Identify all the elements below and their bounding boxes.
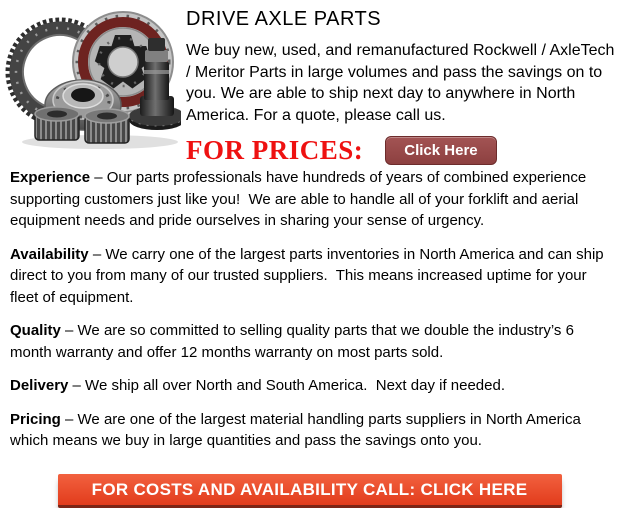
prices-row	[186, 135, 616, 166]
sections-content	[0, 163, 619, 452]
section-experience	[10, 167, 611, 232]
section-availability	[10, 244, 611, 309]
click-here-button[interactable]: Click Here	[385, 136, 496, 165]
section-quality	[10, 320, 611, 363]
section-quality-label: Quality	[10, 322, 61, 339]
drive-axle-parts-photo	[5, 2, 181, 150]
section-pricing-text: – We are one of the largest material handling parts suppliers in North America which means we buy in large quantities and pass the savings onto you.	[10, 410, 586, 449]
section-availability-label: Availability	[10, 245, 89, 263]
section-delivery-label: Delivery	[10, 377, 69, 394]
section-pricing-label: Pricing	[10, 410, 61, 428]
hero-text-block	[186, 8, 616, 166]
costs-availability-banner[interactable]: FOR COSTS AND AVAILABILITY CALL: CLICK HERE	[58, 474, 562, 508]
section-availability-text: – We carry one of the largest parts inventories in North America and can ship direct to you from many of our trusted suppliers. This means increased uptime for your fleet of equipment.	[10, 245, 608, 306]
section-experience-label: Experience	[10, 169, 91, 186]
page-title: DRIVE AXLE PARTS	[186, 8, 382, 30]
for-prices-label: FOR PRICES:	[186, 135, 364, 165]
section-pricing	[10, 409, 611, 452]
intro-paragraph: We buy new, used, and remanufactured Rockwell / AxleTech / Meritor Parts in large volumes and pass the savings on to you. We are able to ship next day to anywhere in North America. For a quote, please call us.	[186, 42, 615, 124]
section-delivery	[10, 375, 611, 397]
section-quality-text: – We are so committed to selling quality parts that we double the industry’s 6 month warranty and offer 12 months warranty on most parts sold.	[10, 322, 579, 361]
drive-axle-parts-photo-svg	[5, 2, 181, 150]
section-experience-text: – Our parts professionals have hundreds of years of combined experience supporting customers just like you! We are able to handle all of your forklift and aerial equipment needs and pride ourselves in sharing your sense of urgency.	[10, 169, 591, 229]
hero-section	[0, 0, 619, 163]
section-delivery-text: – We ship all over North and South America. Next day if needed.	[72, 377, 506, 394]
